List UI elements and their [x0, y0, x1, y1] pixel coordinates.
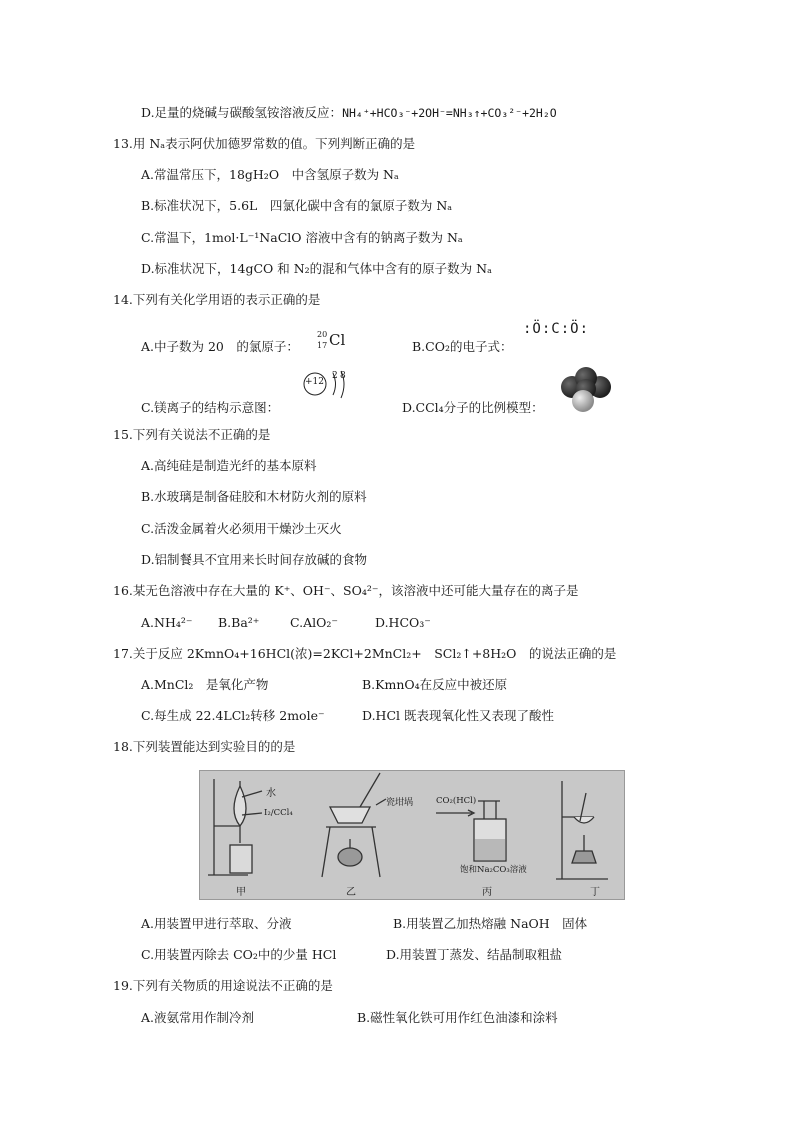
q12-option-d-text: D.足量的烧碱与碳酸氢铵溶液反应：: [141, 105, 343, 120]
q12-option-d-equation: NH₄⁺+HCO₃⁻+2OH⁻=NH₃↑+CO₃²⁻+2H₂O: [342, 106, 557, 120]
lab-apparatus-figure: [199, 770, 625, 900]
ccl4-space-filling-model: [560, 367, 612, 413]
label-jia: 甲: [236, 887, 246, 898]
label-yi: 乙: [346, 887, 356, 898]
q18-option-d: D.用装置丁蒸发、结晶制取粗盐: [386, 947, 563, 962]
q18-stem: 18.下列装置能达到实验目的的是: [113, 739, 296, 754]
shell-1-electrons: 2: [332, 371, 338, 381]
magnesium-ion-diagram: [300, 368, 360, 402]
q12-option-d: [141, 105, 557, 121]
q13-option-b: B.标准状况下，5.6L 四氯化碳中含有的氯原子数为 Nₐ: [141, 198, 453, 213]
chlorine-isotope-notation: [317, 330, 357, 356]
q15-option-b: B.水玻璃是制备硅胶和木材防火剂的原料: [141, 489, 367, 504]
q14-option-b: B.CO₂的电子式：: [412, 339, 513, 354]
label-i2-ccl4: I₂/CCl₄: [264, 808, 293, 818]
label-bing: 丙: [482, 887, 492, 898]
q19-option-b: B.磁性氧化铁可用作红色油漆和涂料: [357, 1010, 558, 1025]
label-ding: 丁: [590, 887, 600, 898]
q14-stem: 14.下列有关化学用语的表示正确的是: [113, 292, 321, 307]
q13-option-a: A.常温常压下，18gH₂O 中含氢原子数为 Nₐ: [141, 167, 399, 182]
q18-option-b: B.用装置乙加热熔融 NaOH 固体: [393, 916, 588, 931]
q18-option-c: C.用装置丙除去 CO₂中的少量 HCl: [141, 947, 337, 962]
q18-option-a: A.用装置甲进行萃取、分液: [141, 916, 292, 931]
q19-stem: 19.下列有关物质的用途说法不正确的是: [113, 978, 333, 993]
shell-2-electrons: 8: [340, 371, 346, 381]
q15-stem: 15.下列有关说法不正确的是: [113, 427, 271, 442]
label-solution: 饱和Na₂CO₃溶液: [460, 865, 527, 875]
q15-option-a: A.高纯硅是制造光纤的基本原料: [141, 458, 317, 473]
mass-number: 20: [317, 330, 328, 339]
q14-option-c: C.镁离子的结构示意图：: [141, 400, 280, 415]
q17-option-a: A.MnCl₂ 是氧化产物: [141, 677, 269, 692]
q16-stem: 16.某无色溶液中存在大量的 K⁺、OH⁻、SO₄²⁻，该溶液中还可能大量存在的离子是: [113, 583, 579, 598]
co2-electron-formula: :Ö:C:Ö:: [523, 321, 590, 337]
nucleus-charge: +12: [305, 377, 324, 387]
q17-stem: 17.关于反应 2KmnO₄+16HCl(浓)=2KCl+2MnCl₂+ SCl₂↑+8H₂O 的说法正确的是: [113, 646, 617, 661]
q17-option-c: C.每生成 22.4LCl₂转移 2mole⁻: [141, 708, 325, 723]
q15-option-c: C.活泼金属着火必须用干燥沙土灭火: [141, 521, 342, 536]
q16-option-d: D.HCO₃⁻: [375, 615, 431, 630]
q14-option-a: A.中子数为 20 的氯原子：: [141, 339, 299, 354]
q16-option-c: C.AlO₂⁻: [290, 615, 338, 630]
q16-option-b: B.Ba²⁺: [218, 615, 260, 630]
label-crucible: 瓷坩埚: [386, 798, 414, 808]
element-symbol: Cl: [329, 331, 346, 349]
q16-option-a: A.NH₄²⁻: [141, 615, 193, 630]
atomic-number: 17: [317, 341, 328, 350]
label-gas-inlet: CO₂(HCl): [436, 796, 477, 806]
q17-option-b: B.KmnO₄在反应中被还原: [362, 677, 508, 692]
q14-option-d: D.CCl₄分子的比例模型：: [402, 400, 544, 415]
q13-option-c: C.常温下，1mol·L⁻¹NaClO 溶液中含有的钠离子数为 Nₐ: [141, 230, 463, 245]
q17-option-d: D.HCl 既表现氧化性又表现了酸性: [362, 708, 554, 723]
q13-stem: 13.用 Nₐ表示阿伏加德罗常数的值。下列判断正确的是: [113, 136, 416, 151]
q13-option-d: D.标准状况下，14gCO 和 N₂的混和气体中含有的原子数为 Nₐ: [141, 261, 492, 276]
label-water: 水: [266, 788, 276, 799]
q15-option-d: D.铝制餐具不宜用来长时间存放碱的食物: [141, 552, 368, 567]
q19-option-a: A.液氨常用作制冷剂: [141, 1010, 255, 1025]
